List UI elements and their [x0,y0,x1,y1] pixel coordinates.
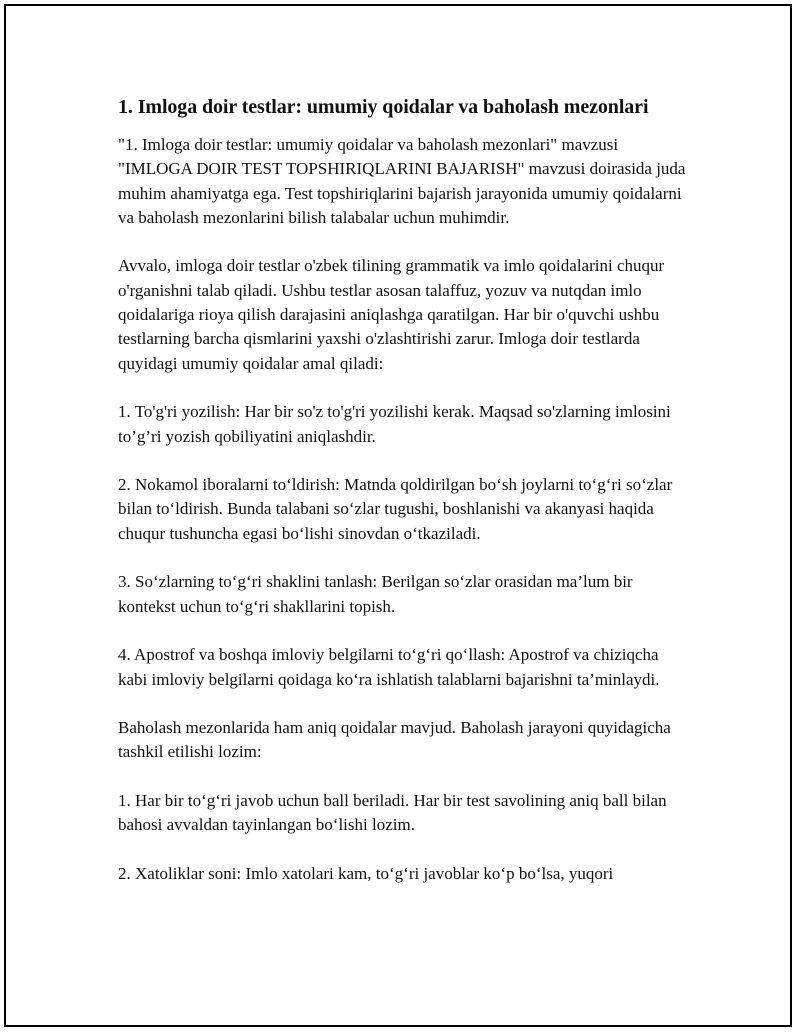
paragraph-rule-1: 1. To'g'ri yozilish: Har bir so'z to'g'ri yozilishi kerak. Maqsad so'zlarning imlosini to’g’ri yozish qobiliyatini aniqlashdir. [118,402,671,446]
document-title: 1. Imloga doir testlar: umumiy qoidalar va baholash mezonlari [118,96,649,118]
paragraph-criterion-1: 1. Har bir to‘g‘ri javob uchun ball beriladi. Har bir test savolining aniq ball bilan bahosi avvaldan tayinlangan bo‘lishi lozim. [118,791,667,835]
paragraph-general-rules: Avvalo, imloga doir testlar o'zbek tilining grammatik va imlo qoidalarini chuqur o'rganishni talab qiladi. Ushbu testlar asosan talaffuz, yozuv va nutqdan imlo qoidalariga rioya qilish darajasini aniqlashga qaratilgan. Har bir o'quvchi ushbu testlarning barcha qismlarini yaxshi o'zlashtirishi zarur. Imloga doir testlarda quyidagi umumiy qoidalar amal qiladi: [118,256,665,373]
paragraph-intro: "1. Imloga doir testlar: umumiy qoidalar va baholash mezonlari" mavzusi "IMLOGA DOIR TEST TOPSHIRIQLARINI BAJARISH" mavzusi doirasida juda muhim ahamiyatga ega. Test topshiriqlarini bajarish jarayonida umumiy qoidalarni va baholash mezonlarini bilish talabalar uchun muhimdir. [118,135,686,227]
paragraph-rule-4: 4. Apostrof va boshqa imloviy belgilarni to‘g‘ri qo‘llash: Apostrof va chiziqcha kabi imloviy belgilarni qoidaga ko‘ra ishlatish talablarni bajarishni ta’minlaydi. [118,645,660,689]
paragraph-criterion-2: 2. Xatoliklar soni: Imlo xatolari kam, to‘g‘ri javoblar ko‘p bo‘lsa, yuqori [118,863,614,883]
paragraph-rule-2: 2. Nokamol iboralarni to‘ldirish: Matnda qoldirilgan bo‘sh joylarni to‘g‘ri so‘zlar bilan to‘ldirish. Bunda talabani so‘zlar tugushi, boshlanishi va akanyasi haqida chuqur tushuncha egasi bo‘lishi sinovdan o‘tkaziladi. [118,475,673,543]
paragraph-criteria-intro: Baholash mezonlarida ham aniq qoidalar mavjud. Baholash jarayoni quyidagicha tashkil etilishi lozim: [118,718,671,762]
paragraph-rule-3: 3. So‘zlarning to‘g‘ri shaklini tanlash: Berilgan so‘zlar orasidan ma’lum bir kontekst uchun to‘g‘ri shakllarini topish. [118,572,633,616]
document-body [118,93,690,911]
